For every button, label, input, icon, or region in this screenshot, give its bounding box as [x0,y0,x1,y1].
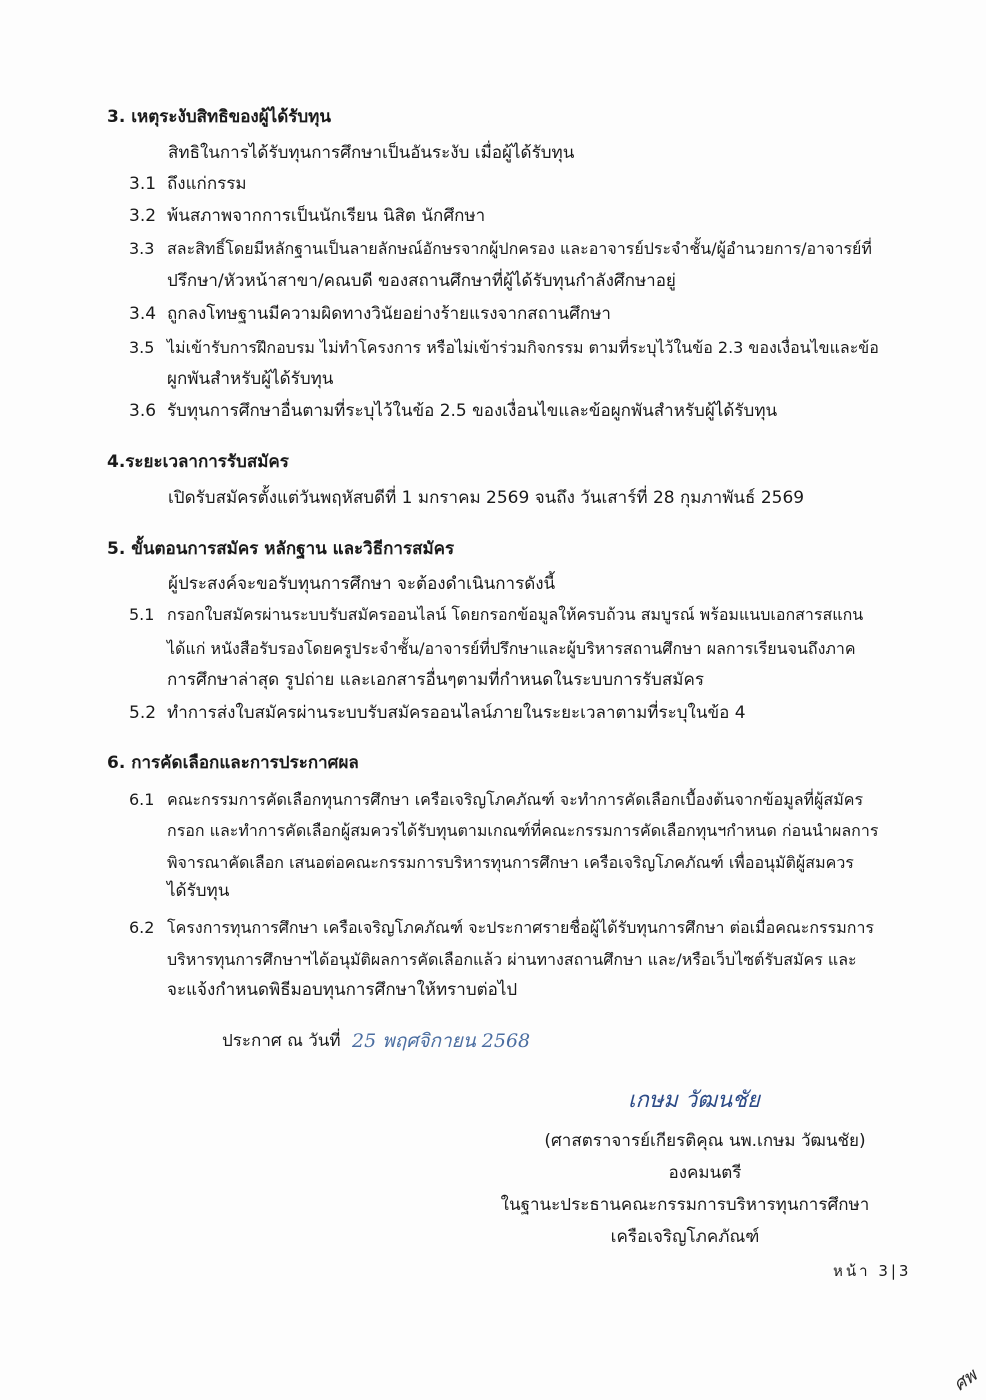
corner-initials: ศพ [949,1365,981,1396]
signer-name: (ศาสตราจารย์เกียรติคุณ นพ.เกษม วัฒนชัย) [544,1131,866,1151]
item-continuation: ได้รับทุน [167,881,230,901]
list-item [129,701,746,725]
section-5-intro: ผู้ประสงค์จะขอรับทุนการศึกษา จะต้องดำเนินการดังนี้ [168,574,556,594]
item-number: 3.5 [129,338,155,357]
section-5-heading: 5. ขั้นตอนการสมัคร หลักฐาน และวิธีการสมัคร [107,539,455,559]
item-text: ไม่เข้ารับการฝึกอบรม ไม่ทำโครงการ หรือไม่เข้าร่วมกิจกรรม ตามที่ระบุไว้ในข้อ 2.3 ของเงื่อนไขและข้อ [167,338,879,357]
section-3-intro: สิทธิในการได้รับทุนการศึกษาเป็นอันระงับ เมื่อผู้ได้รับทุน [168,143,575,163]
list-item [129,916,874,940]
item-text: พ้นสภาพจากการเป็นนักเรียน นิสิต นักศึกษา [167,206,486,226]
list-item [129,399,777,423]
item-number: 3.3 [129,239,155,258]
item-continuation: การศึกษาล่าสุด รูปถ่าย และเอกสารอื่นๆตามที่กำหนดในระบบการรับสมัคร [167,670,704,690]
list-item [129,336,879,360]
signature: เกษม วัฒนชัย [628,1088,760,1113]
signer-title: องคมนตรี [668,1163,742,1183]
item-number: 3.6 [129,401,157,421]
item-continuation: กรอก และทำการคัดเลือกผู้สมควรได้รับทุนตามเกณฑ์ที่คณะกรรมการคัดเลือกทุนฯกำหนด ก่อนนำผลการ [167,821,879,840]
section-6-heading: 6. การคัดเลือกและการประกาศผล [107,753,359,773]
list-item [129,237,872,261]
item-continuation: พิจารณาคัดเลือก เสนอต่อคณะกรรมการบริหารทุนการศึกษา เครือเจริญโภคภัณฑ์ เพื่ออนุมัติผู้สมควร [167,853,854,872]
list-item [129,302,611,326]
item-continuation: ได้แก่ หนังสือรับรองโดยครูประจำชั้น/อาจารย์ที่ปรึกษาและผู้บริหารสถานศึกษา ผลการเรียนจนถึงภาค [167,639,856,658]
handwritten-date: 25 พฤศจิกายน 2568 [352,1030,531,1052]
item-continuation: ผูกพันสำหรับผู้ได้รับทุน [167,369,334,389]
item-continuation: จะแจ้งกำหนดพิธีมอบทุนการศึกษาให้ทราบต่อไป [167,980,518,1000]
list-item [129,603,863,627]
item-text: ถึงแก่กรรม [167,174,247,194]
list-item [129,204,485,228]
item-number: 3.2 [129,206,157,226]
item-number: 3.4 [129,304,157,324]
page-number: หน้า 3|3 [833,1262,912,1280]
item-text: โครงการทุนการศึกษา เครือเจริญโภคภัณฑ์ จะประกาศรายชื่อผู้ได้รับทุนการศึกษา ต่อเมื่อคณะกรรมการ [167,918,875,937]
section-3-heading: 3. เหตุระงับสิทธิของผู้ได้รับทุน [107,107,332,127]
item-number: 6.1 [129,790,155,809]
item-text: กรอกใบสมัครผ่านระบบรับสมัครออนไลน์ โดยกรอกข้อมูลให้ครบถ้วน สมบูรณ์ พร้อมแนบเอกสารสแกน [167,605,864,624]
item-text: รับทุนการศึกษาอื่นตามที่ระบุไว้ในข้อ 2.5 ของเงื่อนไขและข้อผูกพันสำหรับผู้ได้รับทุน [167,401,778,421]
announce-label: ประกาศ ณ วันที่ [222,1031,341,1051]
list-item [129,172,247,196]
signer-org: เครือเจริญโภคภัณฑ์ [610,1227,760,1247]
signer-role: ในฐานะประธานคณะกรรมการบริหารทุนการศึกษา [500,1195,870,1215]
section-4-text: เปิดรับสมัครตั้งแต่วันพฤหัสบดีที่ 1 มกราคม 2569 จนถึง วันเสาร์ที่ 28 กุมภาพันธ์ 2569 [168,488,805,508]
section-4-heading: 4.ระยะเวลาการรับสมัคร [107,452,289,472]
item-text: ทำการส่งใบสมัครผ่านระบบรับสมัครออนไลน์ภายในระยะเวลาตามที่ระบุในข้อ 4 [167,703,746,723]
item-text: คณะกรรมการคัดเลือกทุนการศึกษา เครือเจริญโภคภัณฑ์ จะทำการคัดเลือกเบื้องต้นจากข้อมูลที่ผู้สมัคร [167,790,864,809]
item-continuation: ปรึกษา/หัวหน้าสาขา/คณบดี ของสถานศึกษาที่ผู้ได้รับทุนกำลังศึกษาอยู่ [167,271,676,291]
list-item [129,788,863,812]
item-continuation: บริหารทุนการศึกษาฯได้อนุมัติผลการคัดเลือกแล้ว ผ่านทางสถานศึกษา และ/หรือเว็บไซต์รับสมัคร และ [167,950,857,969]
item-number: 3.1 [129,174,157,194]
item-text: สละสิทธิ์โดยมีหลักฐานเป็นลายลักษณ์อักษรจากผู้ปกครอง และอาจารย์ประจำชั้น/ผู้อำนวยการ/อาจารย์ที่ [167,239,872,258]
item-number: 5.1 [129,605,155,624]
item-number: 5.2 [129,703,157,723]
item-text: ถูกลงโทษฐานมีความผิดทางวินัยอย่างร้ายแรงจากสถานศึกษา [167,304,611,324]
item-number: 6.2 [129,918,155,937]
